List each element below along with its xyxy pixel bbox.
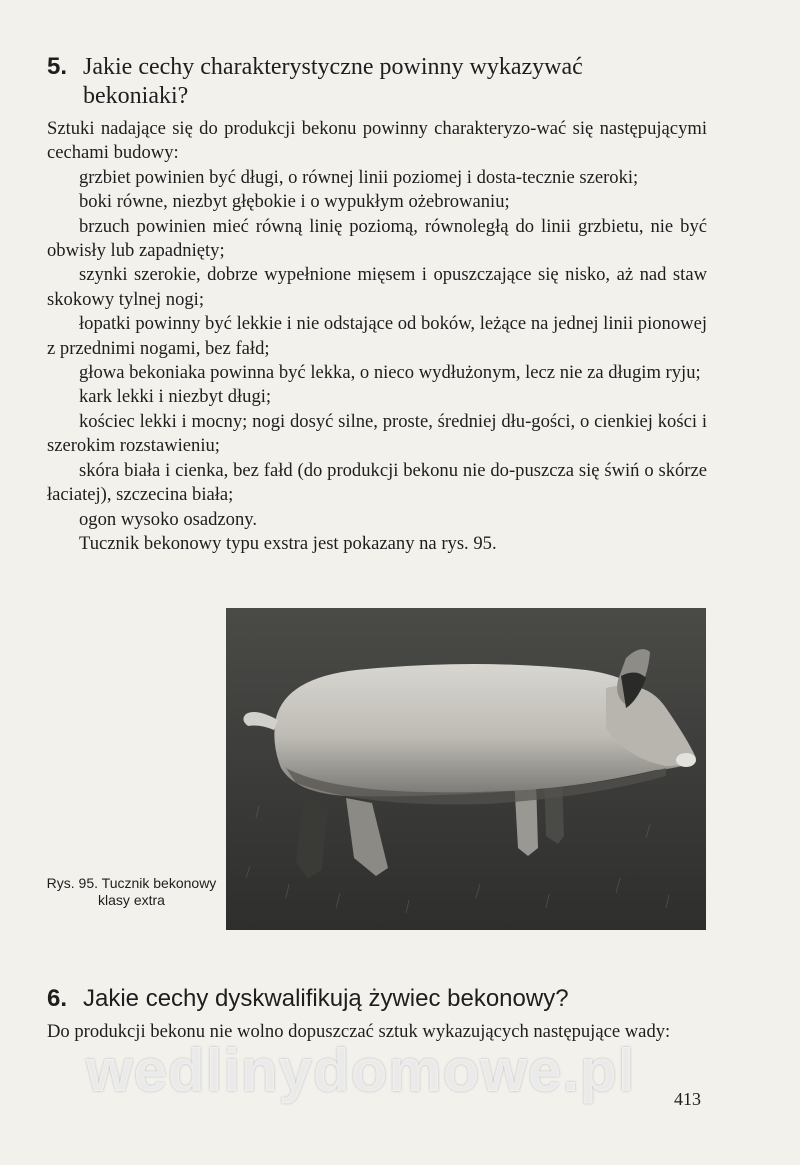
figure-reference: Tucznik bekonowy typu exstra jest pokazany na rys. 95. xyxy=(79,532,497,554)
pig-photo-image xyxy=(226,608,706,930)
question-number: 5. xyxy=(47,53,68,80)
page-number: 413 xyxy=(674,1089,701,1109)
trait-bones: kościec lekki i mocny; nogi dosyć silne, proste, średniej dłu-gości, o cienkiej kości i szerokim rozstawieniu; xyxy=(47,410,707,457)
intro-paragraph: Sztuki nadające się do produkcji bekonu powinny charakteryzo-wać się następującymi cechami budowy: xyxy=(47,118,707,164)
question-5-heading xyxy=(47,52,707,111)
trait-neck: kark lekki i niezbyt długi; xyxy=(79,386,272,408)
pig-photo xyxy=(226,608,706,930)
question-5-answer xyxy=(47,117,707,556)
trait-back: grzbiet powinien być długi, o równej linii poziomej i dosta-tecznie szeroki; xyxy=(79,166,639,188)
trait-hams: szynki szerokie, dobrze wypełnione mięsem i opuszczające się nisko, aż nad staw skokowy tylnej nogi; xyxy=(47,264,707,310)
trait-belly: brzuch powinien mieć równą linię poziomą, równoległą do linii grzbietu, nie być obwisły lub zapadnięty; xyxy=(47,215,707,262)
trait-head: głowa bekoniaka powinna być lekka, o nieco wydłużonym, lecz nie za długim ryju; xyxy=(79,362,701,384)
trait-tail: ogon wysoko osadzony. xyxy=(79,508,258,530)
question-number: 6. xyxy=(47,985,68,1012)
trait-shoulders: łopatki powinny być lekkie i nie odstające od boków, leżące na jednej linii pionowej z przednimi nogami, bez fałd; xyxy=(47,313,707,359)
question-title: Jakie cechy dyskwalifikują żywiec bekonowy? xyxy=(83,985,569,1012)
figure-caption: Rys. 95. Tucznik bekonowy klasy extra xyxy=(46,875,217,908)
question-6-heading xyxy=(47,984,707,1013)
question-title-line-2: bekoniaki? xyxy=(83,83,189,109)
answer-paragraph: Do produkcji bekonu nie wolno dopuszczać sztuk wykazujących następujące wady: xyxy=(47,1021,671,1042)
question-title-line-1: Jakie cechy charakterystyczne powinny wykazywać xyxy=(83,54,583,80)
trait-sides: boki równe, niezbyt głębokie i o wypukłym ożebrowaniu; xyxy=(79,191,510,213)
watermark: wedlinydomowe.pl xyxy=(86,1037,636,1104)
trait-skin: skóra biała i cienka, bez fałd (do produkcji bekonu nie do-puszcza się świń o skórze łaciatej), szczecina biała; xyxy=(47,459,707,506)
